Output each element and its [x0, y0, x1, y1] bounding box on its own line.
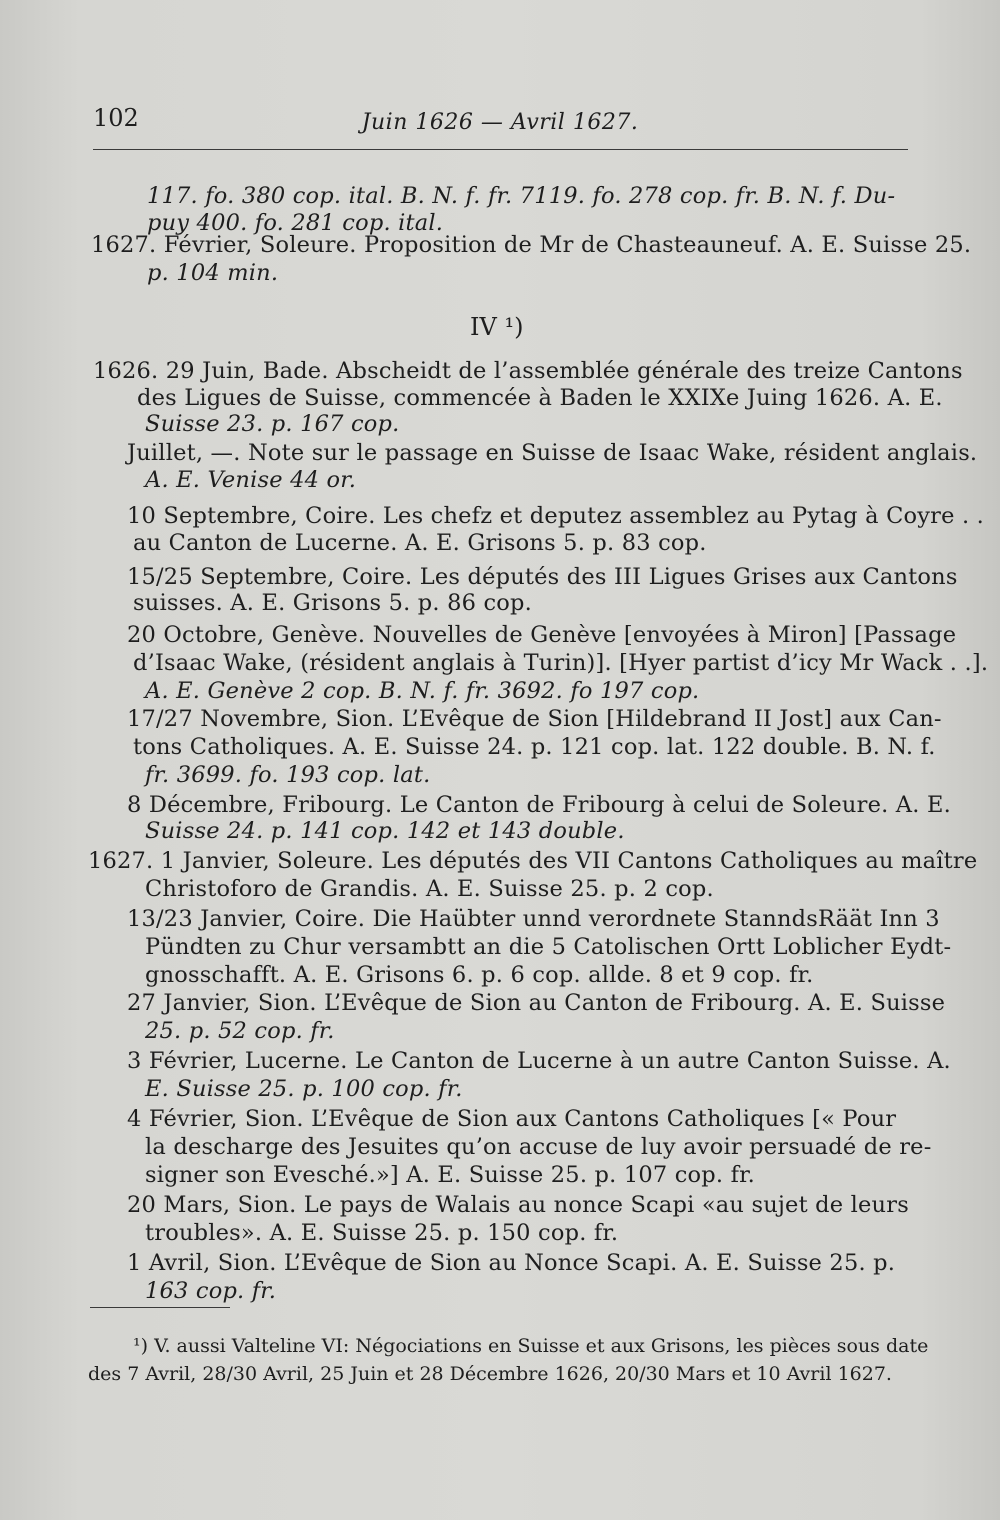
text-line: p. 104 min. — [147, 260, 279, 286]
text-line: tons Catholiques. A. E. Suisse 24. p. 121 cop. lat. 122 double. B. N. f. — [133, 734, 936, 760]
section-heading: IV ¹) — [470, 313, 524, 341]
text-line: 20 Octobre, Genève. Nouvelles de Genève [envoyées à Miron] [Passage — [127, 622, 957, 648]
text-line: la descharge des Jesuites qu’on accuse de luy avoir persuadé de re- — [145, 1134, 932, 1160]
text-line: Christoforo de Grandis. A. E. Suisse 25. p. 2 cop. — [145, 876, 714, 902]
footnote-line-1: ¹) V. aussi Valteline VI: Négociations en Suisse et aux Grisons, les pièces sous date — [133, 1335, 929, 1357]
text-line: 10 Septembre, Coire. Les chefz et deputez assemblez au Pytag à Coyre . . — [127, 503, 985, 529]
text-line: E. Suisse 25. p. 100 cop. fr. — [145, 1076, 463, 1102]
text-line: troubles». A. E. Suisse 25. p. 150 cop. fr. — [145, 1220, 619, 1246]
text-line: 25. p. 52 cop. fr. — [145, 1018, 335, 1044]
text-line: A. E. Venise 44 or. — [145, 467, 357, 493]
footnote-rule — [90, 1307, 230, 1308]
text-line: suisses. A. E. Grisons 5. p. 86 cop. — [133, 590, 532, 616]
text-line: 1627. 1 Janvier, Soleure. Les députés des VII Cantons Catholiques au maître — [88, 848, 978, 874]
text-line: 1 Avril, Sion. L’Evêque de Sion au Nonce Scapi. A. E. Suisse 25. p. — [127, 1250, 896, 1276]
text-line: Juillet, —. Note sur le passage en Suisse de Isaac Wake, résident anglais. — [127, 440, 978, 466]
text-line: A. E. Genève 2 cop. B. N. f. fr. 3692. fo 197 cop. — [145, 678, 700, 704]
text-line: 20 Mars, Sion. Le pays de Walais au nonce Scapi «au sujet de leurs — [127, 1192, 909, 1218]
footnote-line-2: des 7 Avril, 28/30 Avril, 25 Juin et 28 Décembre 1626, 20/30 Mars et 10 Avril 1627. — [88, 1363, 892, 1385]
text-line: Suisse 23. p. 167 cop. — [145, 411, 400, 437]
running-title: Juin 1626 — Avril 1627. — [361, 110, 639, 135]
text-line: 8 Décembre, Fribourg. Le Canton de Fribourg à celui de Soleure. A. E. — [127, 792, 951, 818]
text-line: 1627. Février, Soleure. Proposition de Mr de Chasteauneuf. A. E. Suisse 25. — [91, 232, 972, 258]
text-line: 117. fo. 380 cop. ital. B. N. f. fr. 7119. fo. 278 cop. fr. B. N. f. Du- — [147, 183, 896, 209]
text-line: 4 Février, Sion. L’Evêque de Sion aux Cantons Catholiques [« Pour — [127, 1106, 897, 1132]
text-line: 17/27 Novembre, Sion. L’Evêque de Sion [Hildebrand II Jost] aux Can- — [127, 706, 942, 732]
text-line: 3 Février, Lucerne. Le Canton de Lucerne à un autre Canton Suisse. A. — [127, 1048, 951, 1074]
text-line: puy 400. fo. 281 cop. ital. — [147, 210, 444, 236]
text-line: gnosschafft. A. E. Grisons 6. p. 6 cop. allde. 8 et 9 cop. fr. — [145, 962, 814, 988]
text-line: 27 Janvier, Sion. L’Evêque de Sion au Canton de Fribourg. A. E. Suisse — [127, 990, 946, 1016]
text-line: signer son Evesché.»] A. E. Suisse 25. p. 107 cop. fr. — [145, 1162, 755, 1188]
text-line: fr. 3699. fo. 193 cop. lat. — [145, 762, 431, 788]
page-number: 102 — [93, 104, 139, 132]
text-line: 15/25 Septembre, Coire. Les députés des III Ligues Grises aux Cantons — [127, 564, 958, 590]
text-line: au Canton de Lucerne. A. E. Grisons 5. p. 83 cop. — [133, 530, 707, 556]
text-line: 13/23 Janvier, Coire. Die Haübter unnd verordnete StanndsRäät Inn 3 — [127, 906, 940, 932]
text-line: Pündten zu Chur versambtt an die 5 Catolischen Ortt Loblicher Eydt- — [145, 934, 952, 960]
text-line: Suisse 24. p. 141 cop. 142 et 143 double. — [145, 818, 625, 844]
text-line: 163 cop. fr. — [145, 1278, 277, 1304]
text-line: 1626. 29 Juin, Bade. Abscheidt de l’assemblée générale des treize Cantons — [93, 358, 963, 384]
text-line: d’Isaac Wake, (résident anglais à Turin)]. [Hyer partist d’icy Mr Wack . .]. — [133, 650, 989, 676]
text-line: des Ligues de Suisse, commencée à Baden le XXIXe Juing 1626. A. E. — [137, 385, 943, 411]
header-rule — [93, 149, 908, 150]
